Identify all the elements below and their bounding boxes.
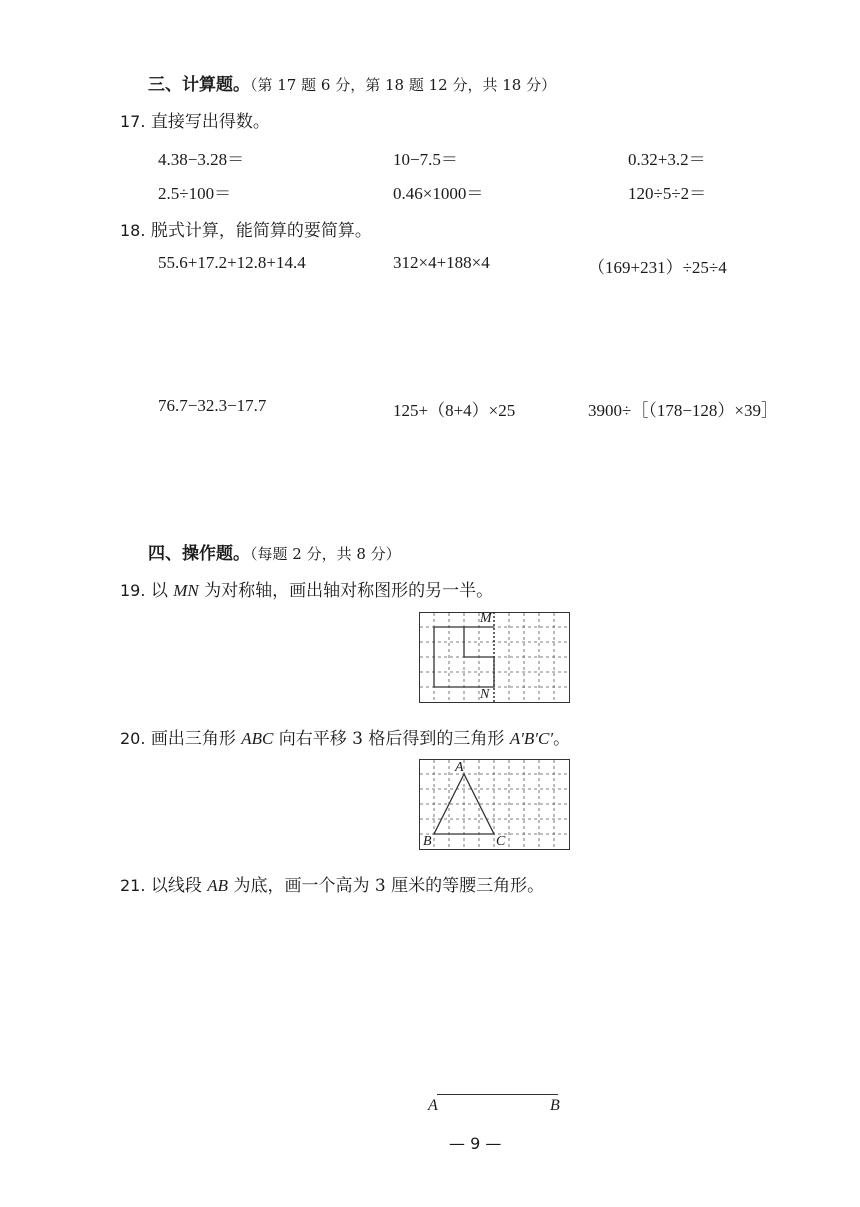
q20-text: 。	[553, 729, 571, 749]
segment-label-a: A	[428, 1097, 438, 1114]
q17-item: 0.46×1000＝	[393, 184, 484, 203]
label-c: C	[496, 834, 506, 849]
q19-number: 19.	[120, 581, 146, 600]
q18-text: 脱式计算，能简算的要简算。	[150, 221, 372, 241]
q21-text: 以线段	[150, 876, 208, 896]
q18-item: 3900÷［（178−128）×39］	[588, 401, 779, 420]
q17-item: 0.32+3.2＝	[628, 150, 706, 169]
label-n: N	[480, 687, 490, 702]
half-figure	[434, 627, 494, 687]
q17-text: 直接写出得数。	[150, 112, 270, 132]
q20-translation-grid	[419, 759, 571, 851]
q17-item: 2.5÷100＝	[158, 184, 232, 203]
segment-ab	[437, 1094, 558, 1095]
q18-item: 55.6+17.2+12.8+14.4	[158, 253, 306, 272]
q20-text: 画出三角形	[150, 729, 242, 749]
section4-title: 四、操作题。	[148, 544, 250, 564]
segment-label-b: B	[550, 1097, 560, 1114]
section3-title: 三、计算题。	[148, 75, 250, 95]
q18-number: 18.	[120, 221, 146, 240]
label-m: M	[480, 611, 492, 626]
q19-text: 以	[150, 581, 174, 601]
q18-item: 312×4+188×4	[393, 253, 490, 272]
q17-item: 120÷5÷2＝	[628, 184, 707, 203]
q18-item: 125+（8+4）×25	[393, 401, 516, 420]
section3-score: （第 17 题 6 分，第 18 题 12 分，共 18 分）	[250, 76, 557, 94]
label-a: A	[455, 760, 464, 775]
q17-number: 17.	[120, 112, 146, 131]
q17-prompt	[120, 107, 270, 132]
q17-item: 4.38−3.28＝	[158, 150, 245, 169]
section3-heading	[148, 70, 556, 95]
section4-score: （每题 2 分，共 8 分）	[250, 545, 401, 563]
q21-prompt	[120, 871, 544, 896]
q20-triangle-label: ABC	[241, 729, 274, 748]
q21-number: 21.	[120, 876, 146, 895]
page-number: — 9 —	[449, 1134, 502, 1153]
q18-item: （169+231）÷25÷4	[588, 258, 727, 277]
label-b: B	[423, 834, 432, 849]
q19-text: 为对称轴，画出轴对称图形的另一半。	[198, 581, 494, 601]
section4-heading	[148, 539, 401, 564]
q18-item: 76.7−32.3−17.7	[158, 396, 267, 415]
q21-text: 为底，画一个高为 3 厘米的等腰三角形。	[228, 876, 545, 896]
q20-image-label: A′B′C′	[509, 729, 554, 748]
q20-number: 20.	[120, 729, 146, 748]
q19-prompt	[120, 576, 493, 601]
q21-segment-label: AB	[207, 876, 229, 895]
q18-prompt	[120, 216, 372, 241]
q19-axis-label: MN	[173, 581, 199, 600]
q19-symmetry-grid	[419, 612, 571, 704]
q17-item: 10−7.5＝	[393, 150, 458, 169]
q20-prompt	[120, 724, 570, 749]
q20-text: 向右平移 3 格后得到的三角形	[273, 729, 510, 749]
